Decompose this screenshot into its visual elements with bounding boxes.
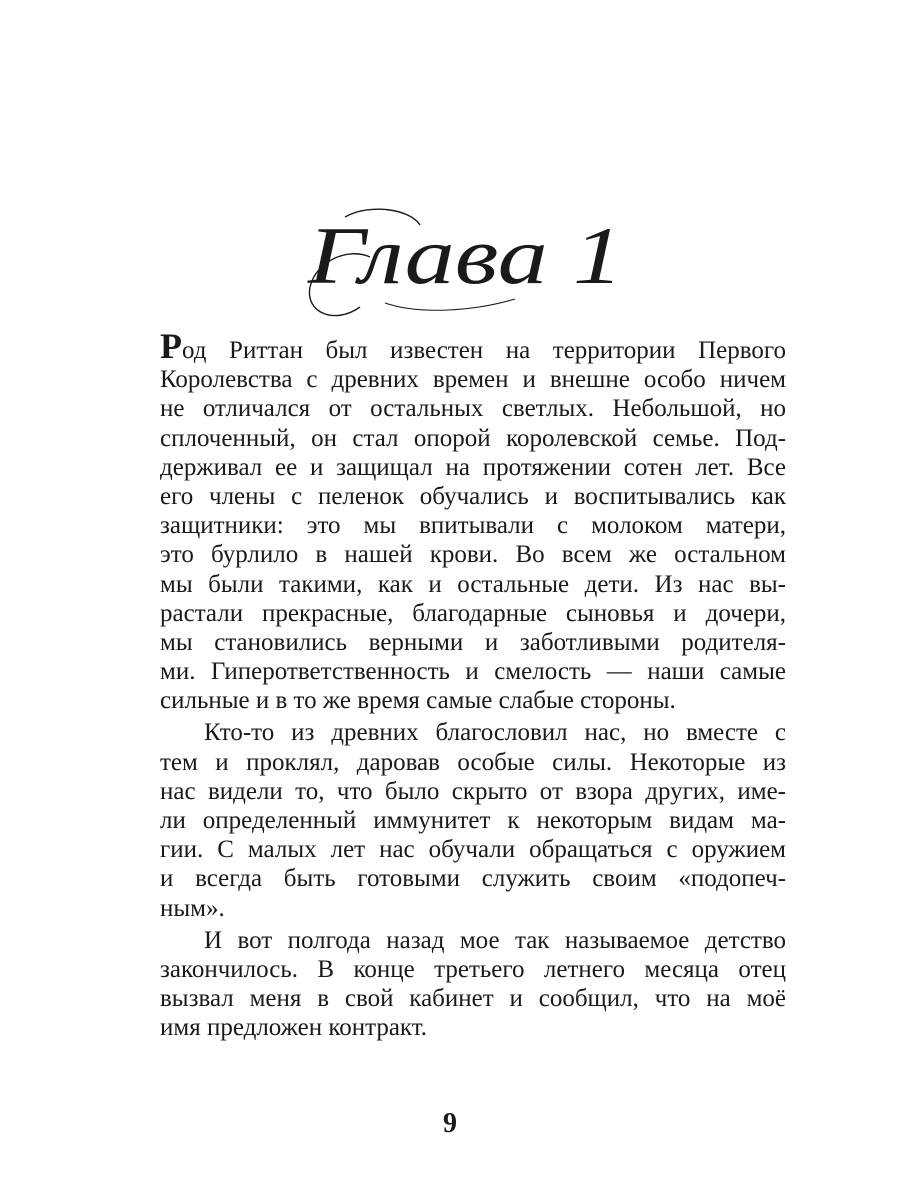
text-line: растали прекрасные, благодарные сыновья и дочери, <box>160 599 786 627</box>
paragraph-1 <box>160 326 786 715</box>
text-line: сплоченный, он стал опорой королевской семье. Под- <box>160 424 786 452</box>
text-line: ным». <box>160 894 225 922</box>
text-line: не отличался от остальных светлых. Небольшой, но <box>160 395 786 423</box>
chapter-title-text: Глава 1 <box>306 210 623 301</box>
text-line: вызвал меня в свой кабинет и сообщил, что на моё <box>160 985 786 1013</box>
text-line: Кто-то из древних благословил нас, но вместе с <box>204 719 786 747</box>
text-line: И вот полгода назад мое так называемое детство <box>204 926 786 954</box>
page-number: 9 <box>443 1108 457 1139</box>
text-line: нас видели то, что было скрыто от взора других, име- <box>160 777 786 805</box>
text-line: сильные и в то же время самые слабые стороны. <box>160 687 676 715</box>
text-line: тем и проклял, даровав особые силы. Некоторые из <box>160 748 786 776</box>
text-line: держивал ее и защищал на протяжении сотен лет. Все <box>160 453 786 481</box>
text-line: ли определенный иммунитет к некоторым видам ма- <box>160 807 786 834</box>
text-line: его члены с пеленок обучались и воспитывались как <box>160 482 786 510</box>
text-line: мы были такими, как и остальные дети. Из нас вы- <box>160 570 786 598</box>
text-line <box>160 326 786 366</box>
text-line: Королевства с древних времен и внешне особо ничем <box>160 366 786 394</box>
drop-cap: Р <box>160 326 182 366</box>
text-line: ми. Гиперответственность и смелость — наши самые <box>160 658 786 686</box>
chapter-heading-calligraphy <box>300 195 640 325</box>
text-line: это бурлило в нашей крови. Во всем же остальном <box>160 541 786 569</box>
chapter-body <box>160 326 786 1043</box>
paragraph-3 <box>160 926 786 1043</box>
text-line: и всегда быть готовыми служить своим «подопеч- <box>160 865 786 893</box>
text-line: мы становились верными и заботливыми родителя- <box>160 628 786 656</box>
text-line: защитники: это мы впитывали с молоком матери, <box>160 512 786 540</box>
chapter-heading <box>300 195 640 325</box>
paragraph-2 <box>160 718 786 922</box>
text-line: гии. С малых лет нас обучали обращаться с оружием <box>160 836 786 864</box>
text-line-content: од Риттан был известен на территории Первого <box>182 337 786 364</box>
text-line: закончилось. В конце третьего летнего месяца отец <box>160 955 786 983</box>
text-line: имя предложен контракт. <box>160 1014 428 1042</box>
